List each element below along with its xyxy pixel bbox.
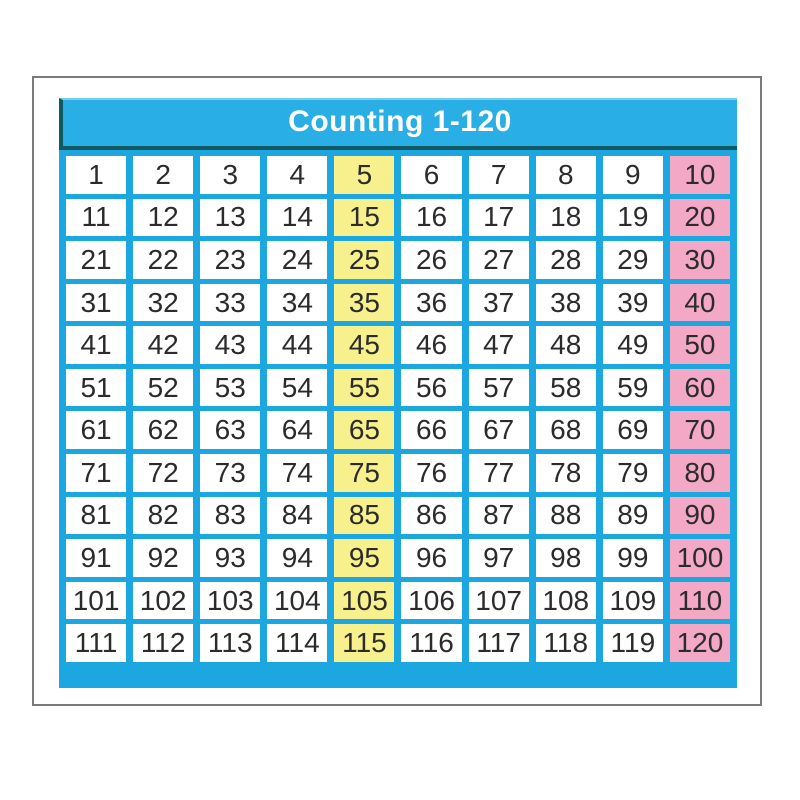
grid-cell-10: 10 [670, 156, 730, 194]
grid-cell-3: 3 [200, 156, 260, 194]
grid-cell-42: 42 [133, 326, 193, 364]
grid-cell-36: 36 [401, 284, 461, 322]
grid-cell-2: 2 [133, 156, 193, 194]
grid-cell-54: 54 [267, 369, 327, 407]
grid-cell-84: 84 [267, 497, 327, 535]
grid-cell-71: 71 [66, 454, 126, 492]
grid-cell-116: 116 [401, 624, 461, 662]
grid-cell-63: 63 [200, 411, 260, 449]
grid-cell-79: 79 [603, 454, 663, 492]
grid-cell-15: 15 [334, 199, 394, 237]
grid-cell-70: 70 [670, 411, 730, 449]
grid-cell-115: 115 [334, 624, 394, 662]
grid-cell-40: 40 [670, 284, 730, 322]
grid-cell-50: 50 [670, 326, 730, 364]
grid-cell-22: 22 [133, 241, 193, 279]
grid-cell-89: 89 [603, 497, 663, 535]
grid-cell-19: 19 [603, 199, 663, 237]
grid-cell-52: 52 [133, 369, 193, 407]
grid-cell-30: 30 [670, 241, 730, 279]
grid-cell-119: 119 [603, 624, 663, 662]
grid-cell-1: 1 [66, 156, 126, 194]
grid-cell-61: 61 [66, 411, 126, 449]
grid-cell-113: 113 [200, 624, 260, 662]
grid-cell-108: 108 [536, 582, 596, 620]
grid-cell-80: 80 [670, 454, 730, 492]
grid-cell-82: 82 [133, 497, 193, 535]
grid-cell-38: 38 [536, 284, 596, 322]
grid-cell-47: 47 [469, 326, 529, 364]
grid-cell-9: 9 [603, 156, 663, 194]
grid-cell-91: 91 [66, 539, 126, 577]
grid-cell-34: 34 [267, 284, 327, 322]
grid-cell-6: 6 [401, 156, 461, 194]
grid-cell-101: 101 [66, 582, 126, 620]
grid-cell-43: 43 [200, 326, 260, 364]
grid-cell-18: 18 [536, 199, 596, 237]
grid-cell-27: 27 [469, 241, 529, 279]
grid-cell-53: 53 [200, 369, 260, 407]
grid-cell-48: 48 [536, 326, 596, 364]
grid-cell-111: 111 [66, 624, 126, 662]
grid-cell-76: 76 [401, 454, 461, 492]
grid-cell-117: 117 [469, 624, 529, 662]
grid-cell-120: 120 [670, 624, 730, 662]
grid-cell-37: 37 [469, 284, 529, 322]
grid-cell-100: 100 [670, 539, 730, 577]
grid-cell-5: 5 [334, 156, 394, 194]
grid-cell-102: 102 [133, 582, 193, 620]
grid-cell-13: 13 [200, 199, 260, 237]
grid-cell-64: 64 [267, 411, 327, 449]
grid-cell-32: 32 [133, 284, 193, 322]
grid-cell-103: 103 [200, 582, 260, 620]
grid-cell-94: 94 [267, 539, 327, 577]
grid-cell-26: 26 [401, 241, 461, 279]
grid-cell-106: 106 [401, 582, 461, 620]
grid-cell-7: 7 [469, 156, 529, 194]
grid-cell-85: 85 [334, 497, 394, 535]
grid-cell-95: 95 [334, 539, 394, 577]
grid-cell-110: 110 [670, 582, 730, 620]
grid-cell-8: 8 [536, 156, 596, 194]
grid-cell-51: 51 [66, 369, 126, 407]
grid-cell-74: 74 [267, 454, 327, 492]
grid-cell-81: 81 [66, 497, 126, 535]
grid-cell-98: 98 [536, 539, 596, 577]
grid-cell-68: 68 [536, 411, 596, 449]
grid-cell-104: 104 [267, 582, 327, 620]
grid-cell-83: 83 [200, 497, 260, 535]
grid-cell-99: 99 [603, 539, 663, 577]
grid-cell-90: 90 [670, 497, 730, 535]
grid-cell-44: 44 [267, 326, 327, 364]
grid-cell-73: 73 [200, 454, 260, 492]
grid-cell-41: 41 [66, 326, 126, 364]
grid-cell-25: 25 [334, 241, 394, 279]
grid-cell-31: 31 [66, 284, 126, 322]
grid-cell-21: 21 [66, 241, 126, 279]
grid-cell-56: 56 [401, 369, 461, 407]
grid-cell-92: 92 [133, 539, 193, 577]
grid-cell-33: 33 [200, 284, 260, 322]
grid-cell-39: 39 [603, 284, 663, 322]
grid-cell-23: 23 [200, 241, 260, 279]
grid-cell-87: 87 [469, 497, 529, 535]
grid-cell-49: 49 [603, 326, 663, 364]
grid-cell-105: 105 [334, 582, 394, 620]
grid-cell-86: 86 [401, 497, 461, 535]
grid-cell-97: 97 [469, 539, 529, 577]
chart-title: Counting 1-120 [288, 105, 512, 138]
grid-cell-118: 118 [536, 624, 596, 662]
grid-cell-60: 60 [670, 369, 730, 407]
grid-cell-45: 45 [334, 326, 394, 364]
grid-cell-66: 66 [401, 411, 461, 449]
counting-chart-card [32, 76, 762, 706]
grid-cell-67: 67 [469, 411, 529, 449]
grid-cell-69: 69 [603, 411, 663, 449]
grid-cell-28: 28 [536, 241, 596, 279]
grid-cell-14: 14 [267, 199, 327, 237]
grid-cell-62: 62 [133, 411, 193, 449]
grid-cell-112: 112 [133, 624, 193, 662]
grid-cell-96: 96 [401, 539, 461, 577]
grid-cell-17: 17 [469, 199, 529, 237]
grid-cell-46: 46 [401, 326, 461, 364]
grid-cell-107: 107 [469, 582, 529, 620]
grid-cell-16: 16 [401, 199, 461, 237]
grid-cell-72: 72 [133, 454, 193, 492]
grid-cell-75: 75 [334, 454, 394, 492]
grid-cell-88: 88 [536, 497, 596, 535]
grid-cell-55: 55 [334, 369, 394, 407]
grid-cell-109: 109 [603, 582, 663, 620]
grid-cell-24: 24 [267, 241, 327, 279]
grid-cell-11: 11 [66, 199, 126, 237]
grid-cell-77: 77 [469, 454, 529, 492]
grid-cell-4: 4 [267, 156, 327, 194]
grid-cell-29: 29 [603, 241, 663, 279]
grid-cell-35: 35 [334, 284, 394, 322]
grid-cell-20: 20 [670, 199, 730, 237]
grid-cell-58: 58 [536, 369, 596, 407]
number-grid [59, 150, 737, 688]
grid-cell-93: 93 [200, 539, 260, 577]
chart-header [59, 98, 737, 150]
grid-cell-59: 59 [603, 369, 663, 407]
grid-cell-12: 12 [133, 199, 193, 237]
grid-cell-114: 114 [267, 624, 327, 662]
grid-cell-65: 65 [334, 411, 394, 449]
chart-panel [59, 98, 737, 688]
grid-cell-78: 78 [536, 454, 596, 492]
grid-cell-57: 57 [469, 369, 529, 407]
